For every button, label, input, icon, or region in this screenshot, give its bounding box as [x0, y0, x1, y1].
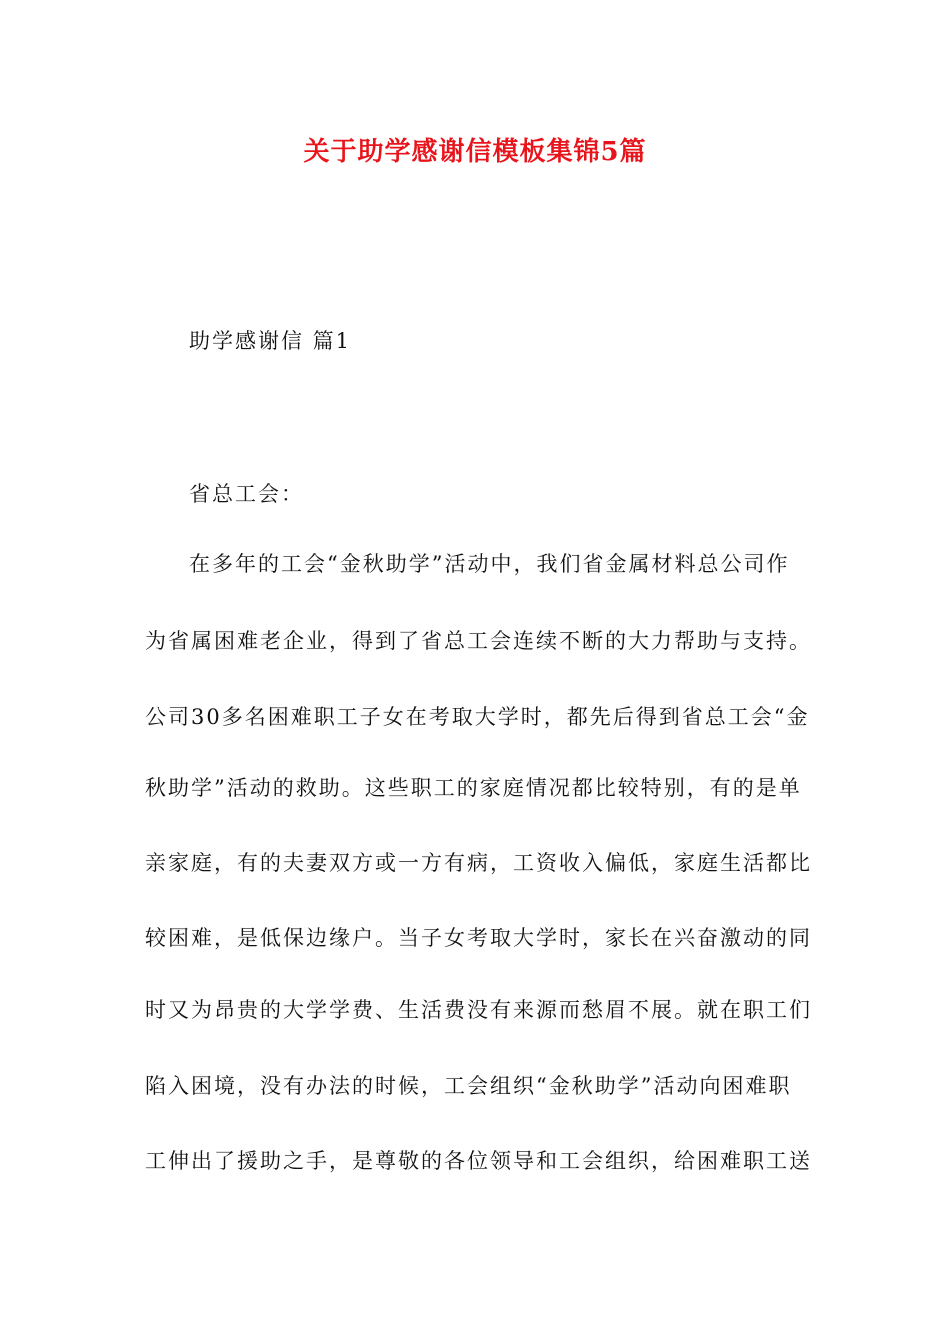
salutation: 省总工会： — [189, 482, 304, 506]
body-line: 为省属困难老企业，得到了省总工会连续不断的大力帮助与支持。 — [145, 629, 812, 653]
body-line: 亲家庭，有的夫妻双方或一方有病，工资收入偏低，家庭生活都比 — [145, 851, 812, 875]
body-line: 较困难，是低保边缘户。当子女考取大学时，家长在兴奋激动的同 — [145, 926, 812, 950]
body-line: 秋助学”活动的救助。这些职工的家庭情况都比较特别，有的是单 — [145, 776, 802, 800]
body-line: 时又为昂贵的大学学费、生活费没有来源而愁眉不展。就在职工们 — [145, 998, 812, 1022]
body-line: 陷入困境，没有办法的时候，工会组织“金秋助学”活动向困难职 — [145, 1074, 792, 1098]
body-line: 工伸出了援助之手，是尊敬的各位领导和工会组织，给困难职工送 — [145, 1149, 812, 1173]
document-title: 关于助学感谢信模板集锦5篇 — [303, 137, 647, 167]
body-line: 公司30多名困难职工子女在考取大学时，都先后得到省总工会“金 — [145, 705, 810, 729]
section-heading: 助学感谢信 篇1 — [189, 329, 352, 353]
body-line: 在多年的工会“金秋助学”活动中，我们省金属材料总公司作 — [189, 552, 790, 576]
